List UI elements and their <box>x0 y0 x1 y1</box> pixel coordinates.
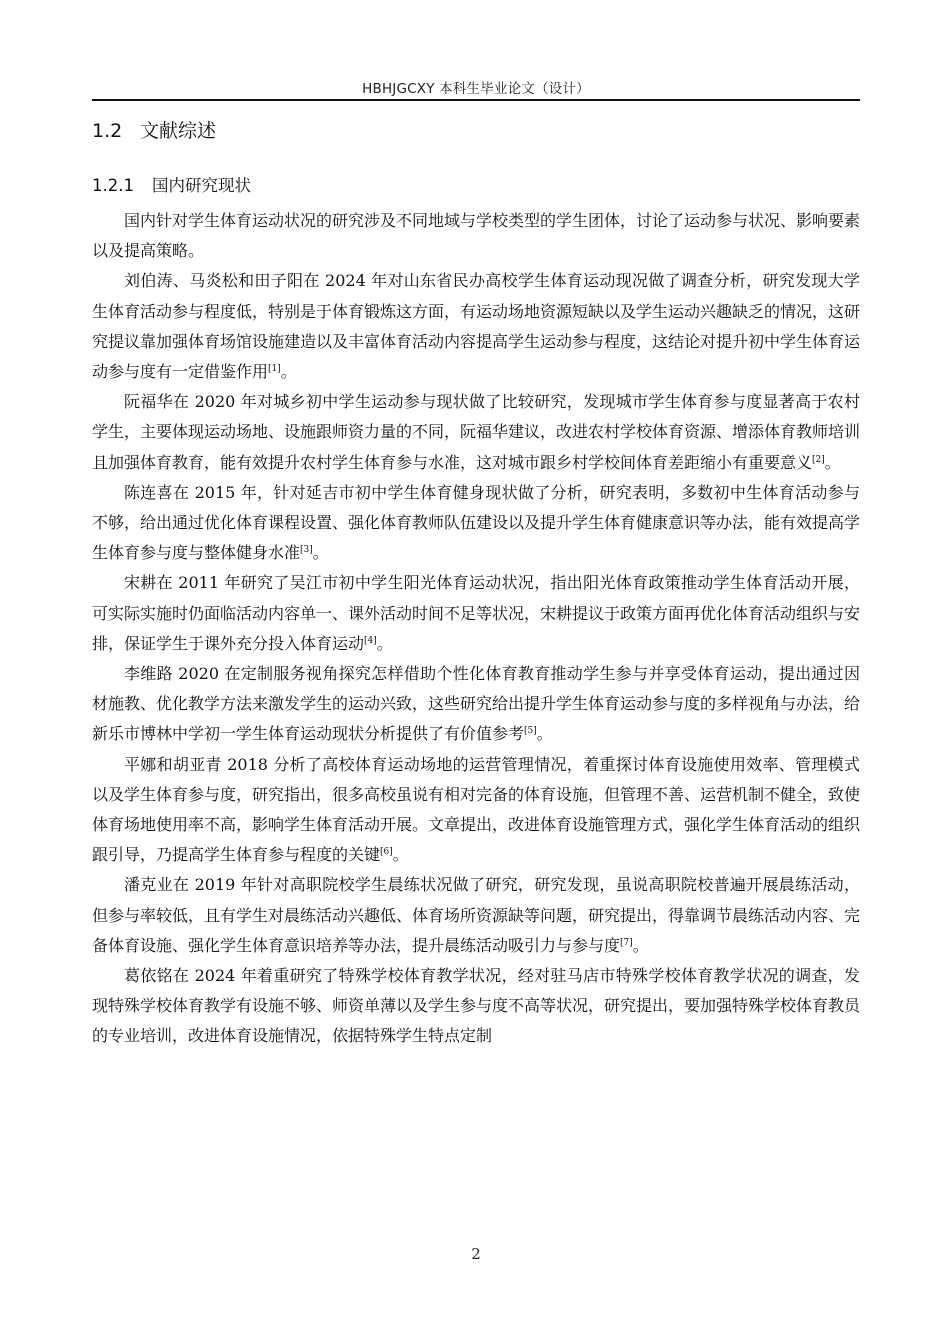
paragraph-end: 。 <box>536 724 553 744</box>
citation-ref: [4] <box>364 635 377 646</box>
subsection-number: 1.2.1 <box>92 176 134 195</box>
paragraph <box>92 870 860 961</box>
section-heading <box>92 116 216 143</box>
paragraph <box>92 206 860 266</box>
subsection-title: 国内研究现状 <box>152 176 251 195</box>
paragraph-text: 国内针对学生体育运动状况的研究涉及不同地域与学校类型的学生团体，讨论了运动参与状况、影响要素以及提高策略。 <box>92 211 861 261</box>
paragraph-end: 。 <box>280 362 297 382</box>
citation-ref: [3] <box>300 545 313 556</box>
paragraph <box>92 266 860 387</box>
paragraph-text: 潘克业在 2019 年针对高职院校学生晨练状况做了研究，研究发现，虽说高职院校普遍开展晨练活动，但参与率较低，且有学生对晨练活动兴趣低、体育场所资源缺等问题，研究提出，得靠调节晨练活动内容、完备体育设施、强化学生体育意识培养等办法，提升晨练活动吸引力与参与度 <box>92 875 861 955</box>
citation-ref: [7] <box>620 937 633 948</box>
paragraph <box>92 750 860 871</box>
paragraph-text: 葛依铭在 2024 年着重研究了特殊学校体育教学状况，经对驻马店市特殊学校体育教学状况的调查，发现特殊学校体育教学有设施不够、师资单薄以及学生参与度不高等状况，研究提出，要加强特殊学校体育教员的专业培训，改进体育设施情况，依据特殊学生特点定制 <box>92 966 861 1046</box>
paragraph-end: 。 <box>376 633 393 653</box>
paragraph-end: 。 <box>392 845 409 865</box>
paragraph-text: 平娜和胡亚青 2018 分析了高校体育运动场地的运营管理情况，着重探讨体育设施使用效率、管理模式以及学生体育参与度，研究指出，很多高校虽说有相对完备的体育设施，但管理不善、运营机制不健全，致使体育场地使用率不高，影响学生体育活动开展。文章提出，改进体育设施管理方式，强化学生体育活动的组织跟引导，乃提高学生体育参与程度的关键 <box>92 754 861 865</box>
paragraph-text: 宋耕在 2011 年研究了吴江市初中学生阳光体育运动状况，指出阳光体育政策推动学生体育活动开展，可实际实施时仍面临活动内容单一、课外活动时间不足等状况，宋耕提议于政策方面再优化体育活动组织与安排，保证学生于课外充分投入体育运动 <box>92 573 861 653</box>
running-header: HBHJGCXY 本科生毕业论文（设计） <box>362 81 590 97</box>
paragraph <box>92 387 860 478</box>
paragraph-end: 。 <box>824 452 841 472</box>
header-rule <box>92 99 860 101</box>
paragraph <box>92 568 860 659</box>
paragraph <box>92 659 860 750</box>
citation-ref: [5] <box>524 726 537 737</box>
citation-ref: [1] <box>268 364 281 375</box>
paragraph-end: 。 <box>312 543 329 563</box>
citation-ref: [6] <box>380 847 393 858</box>
page-number: 2 <box>471 1245 481 1263</box>
paragraph <box>92 961 860 1052</box>
paragraph-text: 李维路 2020 在定制服务视角探究怎样借助个性化体育教育推动学生参与并享受体育运动，提出通过因材施教、优化教学方法来激发学生的运动兴致，这些研究给出提升学生体育运动参与度的多样视角与办法，给新乐市博林中学初一学生体育运动现状分析提供了有价值参考 <box>92 664 861 744</box>
section-number: 1.2 <box>92 120 123 142</box>
body-text <box>92 206 860 1052</box>
paragraph-text: 刘伯涛、马炎松和田子阳在 2024 年对山东省民办高校学生体育运动现况做了调查分析，研究发现大学生体育活动参与程度低，特别是于体育锻炼这方面，有运动场地资源短缺以及学生运动兴趣缺乏的情况，这研究提议靠加强体育场馆设施建造以及丰富体育活动内容提高学生运动参与程度，这结论对提升初中学生体育运动参与度有一定借鉴作用 <box>92 271 861 382</box>
paragraph-text: 阮福华在 2020 年对城乡初中学生运动参与现状做了比较研究，发现城市学生体育参与度显著高于农村学生，主要体现运动场地、设施跟师资力量的不同，阮福华建议，改进农村学校体育资源、增添体育教师培训且加强体育教育，能有效提升农村学生体育参与水准，这对城市跟乡村学校间体育差距缩小有重要意义 <box>92 392 861 472</box>
paragraph-text: 陈连喜在 2015 年，针对延吉市初中学生体育健身现状做了分析，研究表明，多数初中生体育活动参与不够，给出通过优化体育课程设置、强化体育教师队伍建设以及提升学生体育健康意识等办法，能有效提高学生体育参与度与整体健身水准 <box>92 482 861 563</box>
citation-ref: [2] <box>812 454 825 465</box>
paragraph <box>92 478 860 569</box>
section-title: 文献综述 <box>140 120 217 142</box>
paragraph-end: 。 <box>632 935 649 955</box>
subsection-heading <box>92 172 251 196</box>
